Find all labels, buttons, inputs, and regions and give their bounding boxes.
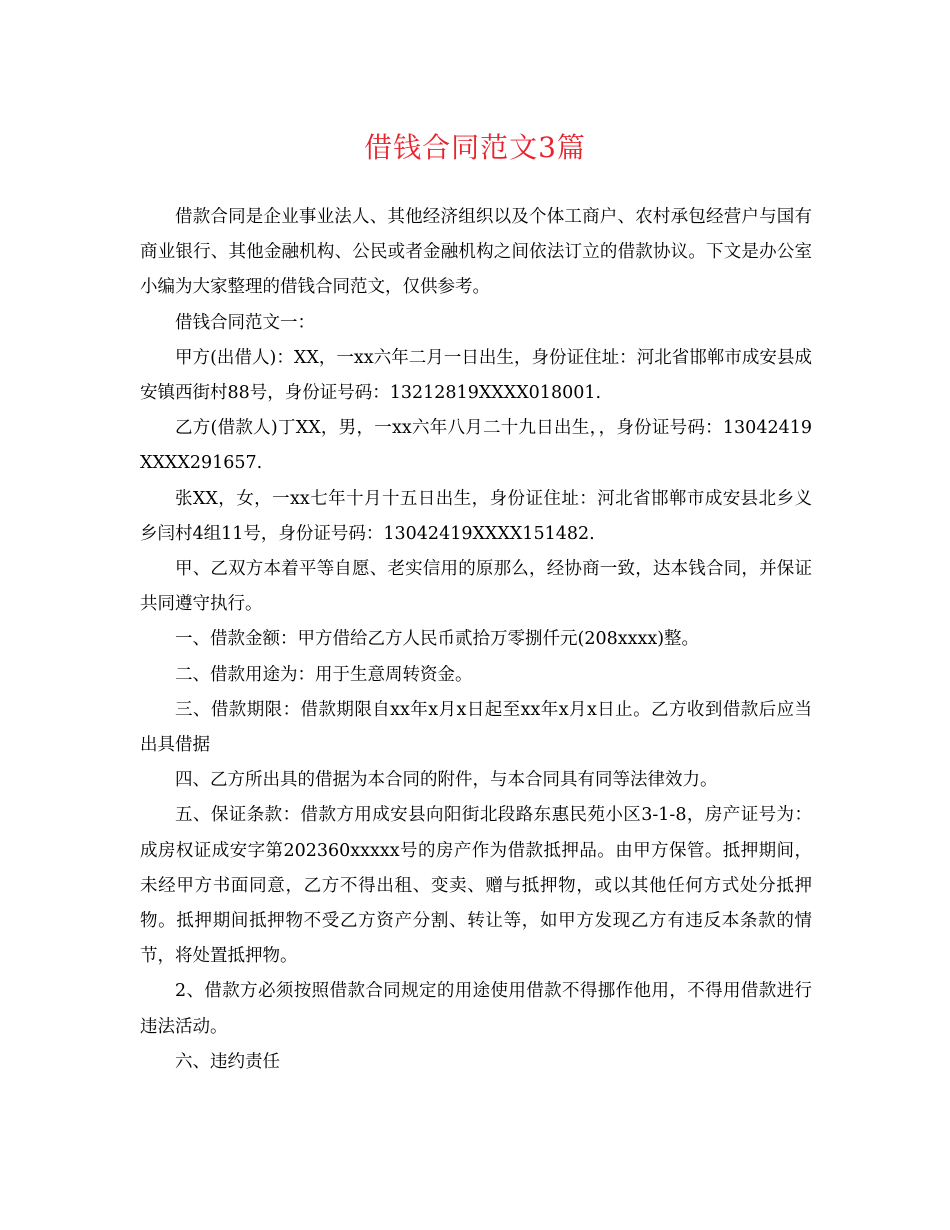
paragraph-liability-heading: 六、违约责任 — [175, 1051, 280, 1072]
paragraph-party-b: 乙方(借款人)丁XX，男，一xx六年八月二十九日出生，，身份证号码：13042419XXXX291657. — [140, 418, 812, 474]
paragraph-party-b-co: 张XX，女，一xx七年十月十五日出生，身份证住址：河北省邯郸市成安县北乡义乡闫村4组11号，身份证号码：13042419XXXX151482. — [140, 488, 812, 544]
paragraph-agreement: 甲、乙双方本着平等自愿、老实信用的原那么，经协商一致，达本钱合同，并保证共同遵守执行。 — [140, 559, 812, 615]
paragraph-loan-term: 三、借款期限：借款期限自xx年x月x日起至xx年x月x日止。乙方收到借款后应当出具借据 — [140, 699, 812, 756]
paragraph-section-heading: 借钱合同范文一： — [175, 312, 315, 333]
document-title: 借钱合同范文3篇 — [364, 131, 586, 164]
paragraph-loan-amount: 一、借款金额：甲方借给乙方人民币贰拾万零捌仟元(208xxxx)整。 — [175, 629, 700, 650]
document-body — [140, 200, 812, 1080]
paragraph-loan-purpose: 二、借款用途为：用于生意周转资金。 — [175, 664, 473, 685]
paragraph-intro: 借款合同是企业事业法人、其他经济组织以及个体工商户、农村承包经营户与国有商业银行、其他金融机构、公民或者金融机构之间依法订立的借款协议。下文是办公室小编为大家整理的借钱合同范文，仅供参考。 — [140, 207, 812, 298]
paragraph-receipt: 四、乙方所出具的借据为本合同的附件，与本合同具有同等法律效力。 — [175, 770, 718, 791]
paragraph-usage: 2、借款方必须按照借款合同规定的用途使用借款不得挪作他用，不得用借款进行违法活动。 — [140, 981, 812, 1037]
paragraph-party-a: 甲方(出借人)：XX，一xx六年二月一日出生，身份证住址：河北省邯郸市成安县成安镇西街村88号，身份证号码：13212819XXXX018001. — [140, 347, 812, 404]
paragraph-guarantee: 五、保证条款：借款方用成安县向阳街北段路东惠民苑小区3-1-8，房产证号为：成房权证成安字第202360xxxxx号的房产作为借款抵押品。由甲方保管。抵押期间，未经甲方书面同意，乙方不得出租、变卖、赠与抵押物，或以其他任何方式处分抵押物。抵押期间抵押物不受乙方资产分割、转让等，如甲方发现乙方有违反本条款的情节，将处置抵押物。 — [140, 805, 812, 967]
